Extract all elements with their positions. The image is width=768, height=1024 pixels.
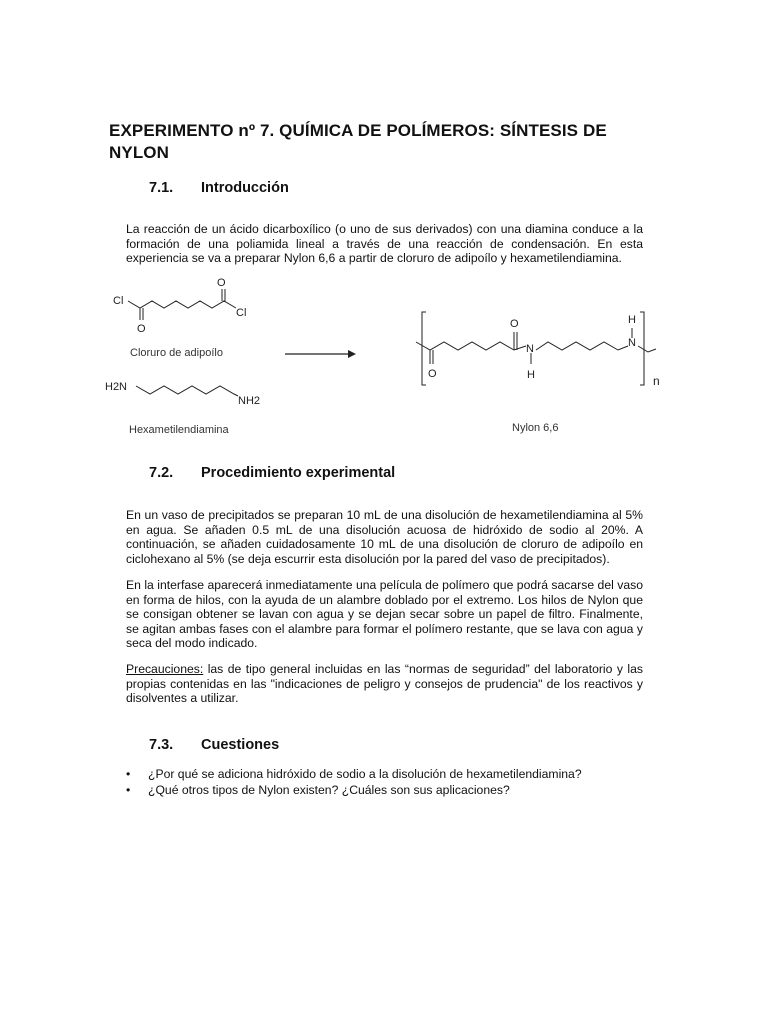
adipoyl-chloride-structure: [128, 289, 236, 320]
polymer-n2: N: [628, 337, 636, 349]
list-item: [126, 766, 666, 782]
repeat-unit-n: n: [653, 374, 660, 388]
section-number: 7.1.: [149, 180, 174, 196]
precautions-paragraph: [126, 662, 643, 706]
questions-list: [126, 766, 666, 798]
procedure-paragraph-1: En un vaso de precipitados se preparan 10 mL de una disolución de hexametilendiamina al 5% en agua. Se añaden 0.5 mL de una disolución acuosa de hidróxido de sodio al 20%. A continuación, se añaden cuidadosamente 10 mL de una disolución de cloruro de adipoílo en ciclohexano al 5% (se deja escurrir esta disolución por la pared del vaso de precipitados).: [126, 508, 643, 566]
nylon-66-structure: [416, 312, 656, 385]
reaction-arrow: [285, 350, 356, 358]
bullet-icon: •: [126, 767, 131, 781]
h2n-label: H2N: [105, 381, 128, 393]
reaction-scheme: [100, 270, 680, 445]
list-item: [126, 782, 666, 798]
precautions-text: las de tipo general incluidas en las “normas de seguridad” del laboratorio y las propias contenidas en las "indicaciones de peligro y consejos de prudencia" de los reactivos y disolventes a utilizar.: [126, 662, 643, 705]
section-heading-intro: [149, 179, 289, 197]
cl-right-label: Cl: [236, 307, 247, 319]
section-title: Procedimiento experimental: [201, 465, 396, 481]
section-heading-questions: [149, 736, 279, 754]
section-title: Introducción: [201, 180, 289, 196]
o-top-label: O: [217, 277, 226, 289]
question-text: ¿Qué otros tipos de Nylon existen? ¿Cuáles son sus aplicaciones?: [148, 783, 510, 797]
section-title: Cuestiones: [201, 737, 280, 753]
nh2-label: NH2: [238, 395, 261, 407]
section-heading-procedure: [149, 464, 395, 482]
o-bottom-label: O: [137, 323, 146, 335]
polymer-o-bottom: O: [428, 368, 437, 380]
section-number: 7.2.: [149, 465, 174, 481]
precautions-label: Precauciones:: [126, 662, 204, 676]
polymer-o-top: O: [510, 318, 519, 330]
hexamethylenediamine-structure: [136, 386, 238, 396]
polymer-n1: N: [526, 343, 534, 355]
adipoyl-chloride-label: Cloruro de adipoílo: [130, 347, 223, 359]
section-number: 7.3.: [149, 737, 174, 753]
page-title: EXPERIMENTO nº 7. QUÍMICA DE POLÍMEROS: SÍNTESIS DE NYLON: [109, 121, 607, 162]
intro-paragraph: La reacción de un ácido dicarboxílico (o uno de sus derivados) con una diamina conduce a la formación de una poliamida lineal a través de una reacción de condensación. En esta experiencia se va a preparar Nylon 6,6 a partir de cloruro de adipoílo y hexametilendiamina.: [126, 222, 643, 265]
polymer-h2: H: [628, 314, 636, 326]
question-text: ¿Por qué se adiciona hidróxido de sodio a la disolución de hexametilendiamina?: [148, 767, 582, 781]
nylon-66-label: Nylon 6,6: [512, 422, 559, 434]
bullet-icon: •: [126, 783, 131, 797]
polymer-h1: H: [527, 369, 535, 381]
procedure-paragraph-2: En la interfase aparecerá inmediatamente una película de polímero que podrá sacarse del vaso en forma de hilos, con la ayuda de un alambre doblado por el extremo. Los hilos de Nylon que se consigan obtener se lavan con agua y se dejan secar sobre un papel de filtro. Finalmente, se agitan ambas fases con el alambre para formar el polímero restante, que se lava con agua y seca del modo indicado.: [126, 578, 643, 650]
cl-left-label: Cl: [113, 295, 124, 307]
hexamethylenediamine-label: Hexametilendiamina: [129, 424, 229, 436]
